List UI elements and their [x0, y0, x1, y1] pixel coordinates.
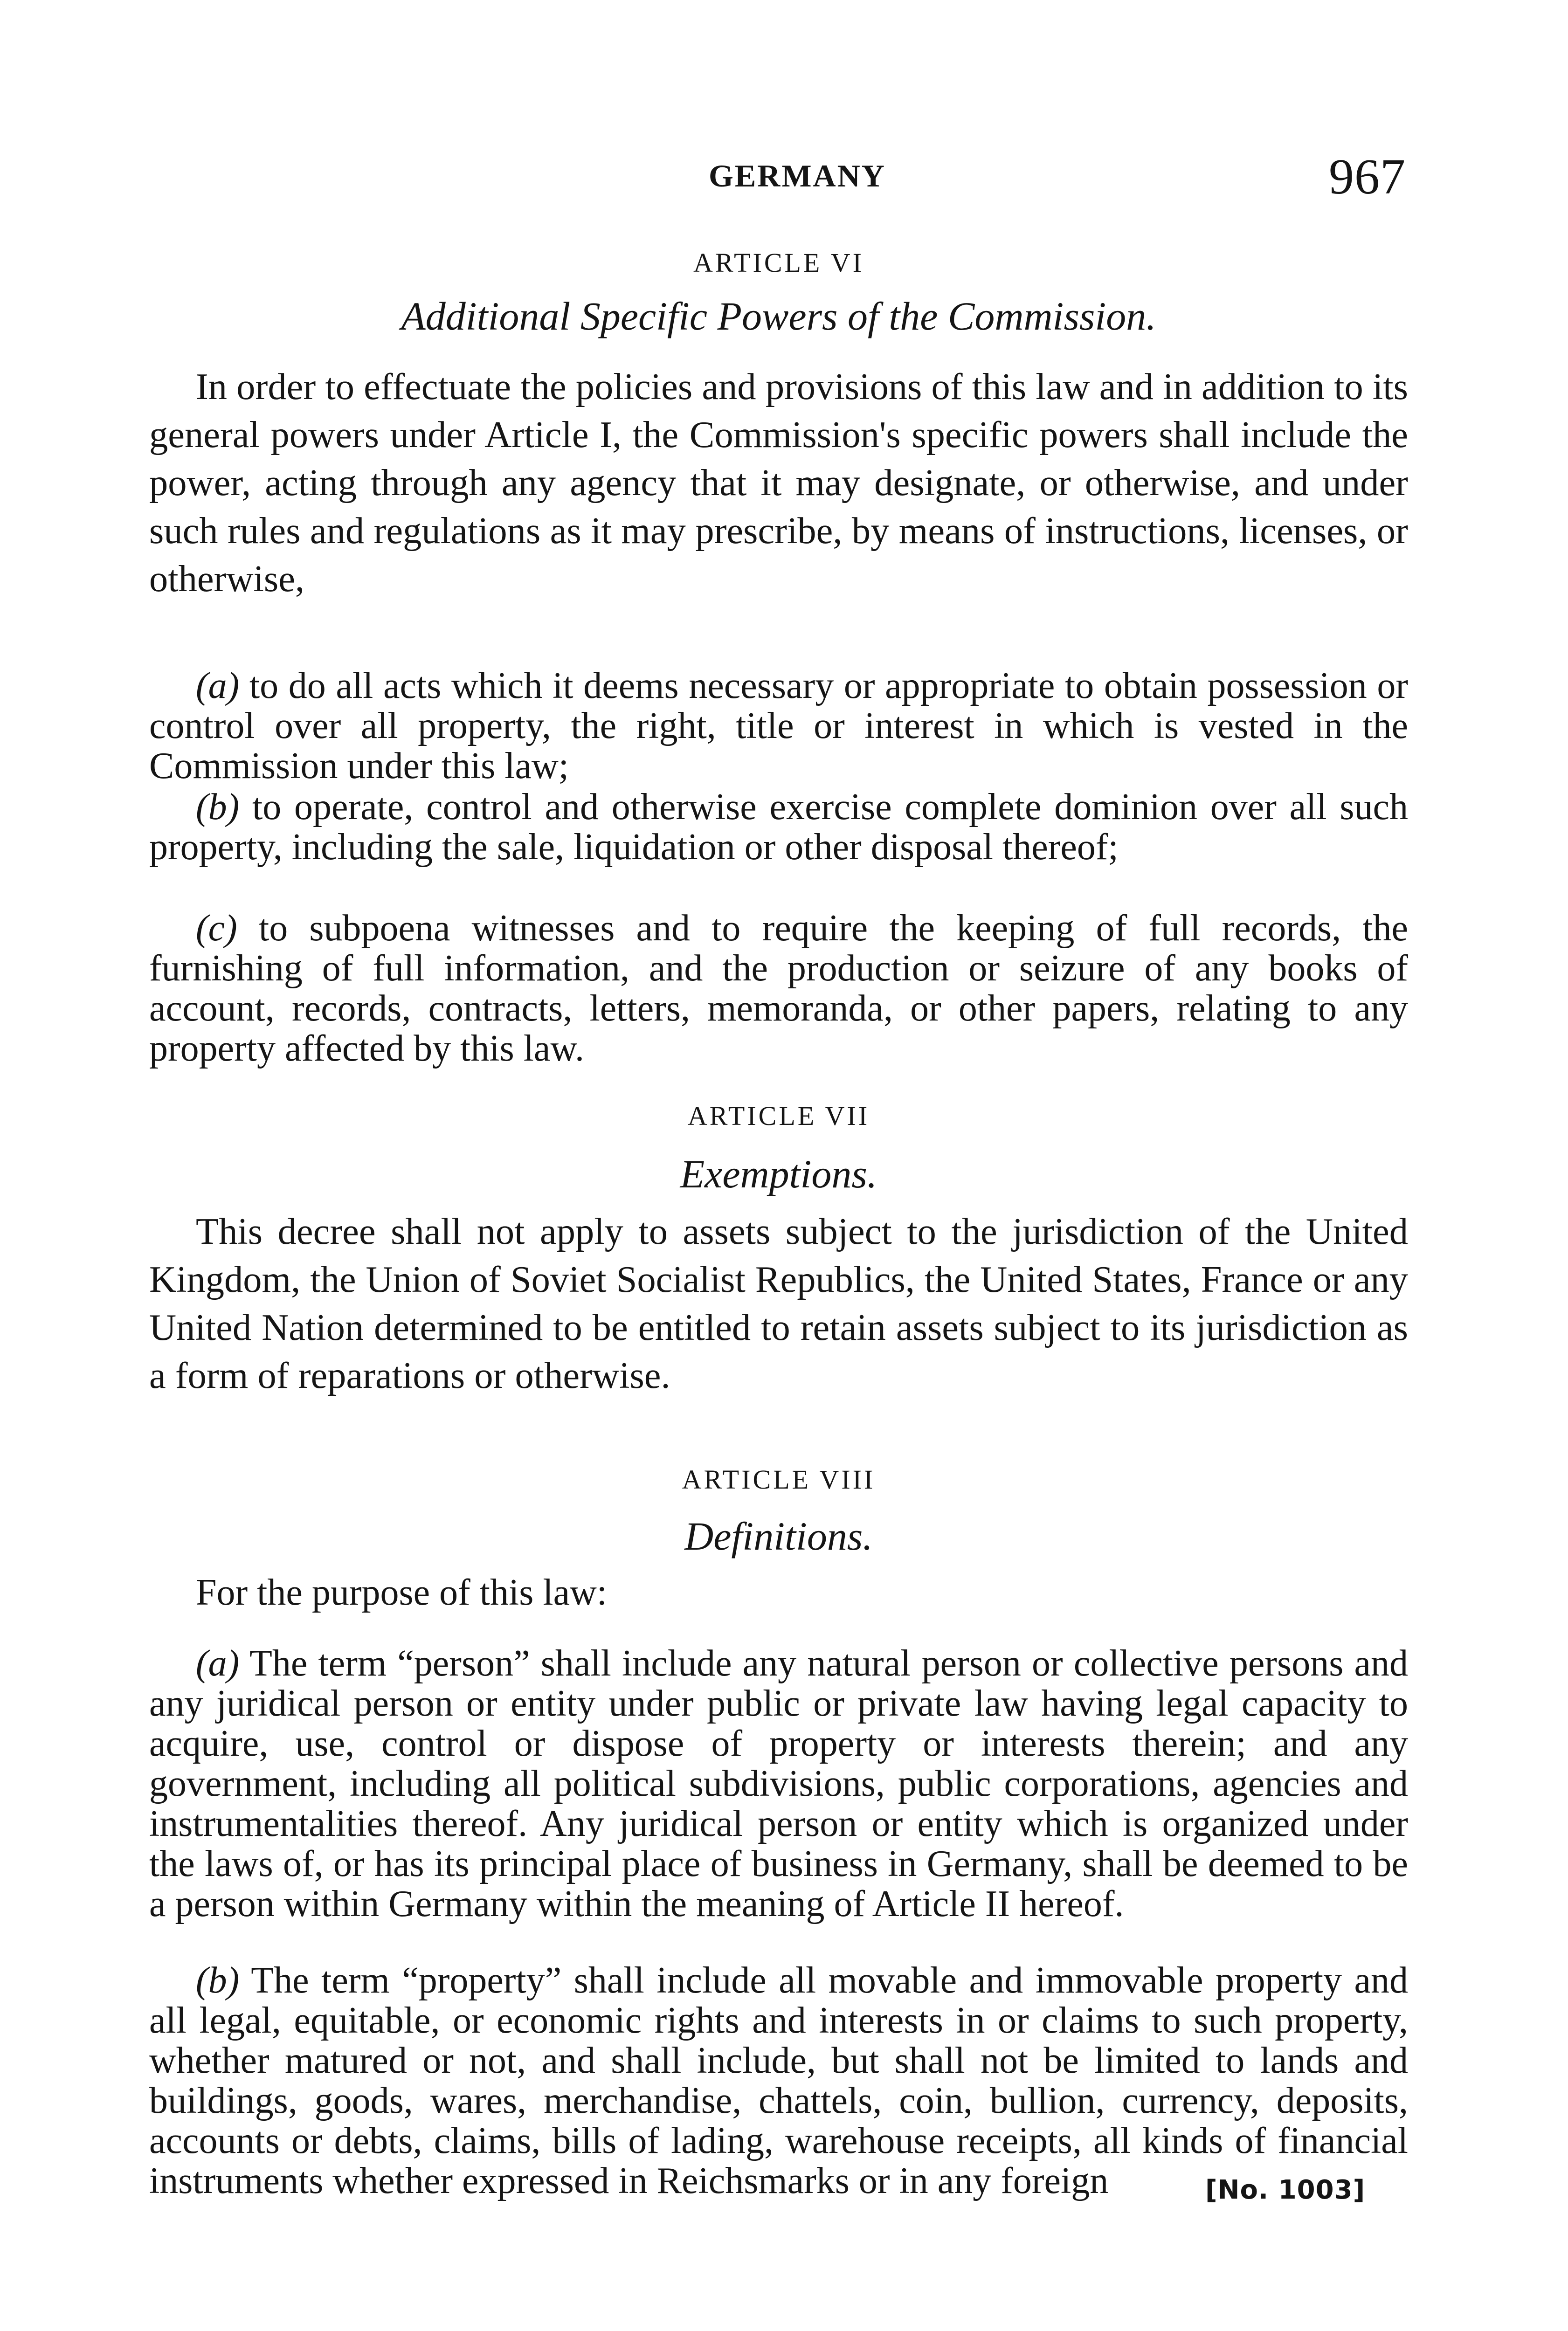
article-viii-title: Definitions. [684, 1514, 873, 1559]
document-reference: [No. 1003] [1205, 2175, 1366, 2205]
clause-text: The term “property” shall include all movable and immovable property and all legal, equitable, or economic rights and interests in or claims to such property, whether matured or not, and shall include, but shall not be limited to lands and buildings, goods, wares, merchandise, chattels, coin, bullion, currency, deposits, accounts or debts, claims, bills of lading, warehouse receipts, all kinds of financial instruments whether expressed in Reichsmarks or in any foreign [149, 1960, 1408, 2201]
clause-label: (c) [196, 908, 237, 949]
article-vi-clause-c [149, 908, 1408, 1069]
article-vii-text: This decree shall not apply to assets subject to the jurisdiction of the United Kingdom, the Union of Soviet Socialist Republics, the United States, France or any United Nation determined to be entitled to retain assets subject to its jurisdiction as a form of reparations or otherwise. [149, 1211, 1408, 1396]
article-viii-intro: For the purpose of this law: [196, 1572, 608, 1613]
clause-text: to do all acts which it deems necessary or appropriate to obtain possession or control over all property, the right, title or interest in which is vested in the Commission under this law; [149, 665, 1408, 786]
clause-label: (b) [196, 1960, 240, 2001]
article-vii-heading: ARTICLE VII [687, 1101, 870, 1131]
article-vi-intro: In order to effectuate the policies and provisions of this law and in addition to its general powers under Article I, the Commission's specific powers shall include the power, acting through any agency that it may designate, or otherwise, and under such rules and regulations as it may prescribe, by means of instructions, licenses, or otherwise, [149, 366, 1408, 600]
clause-text: to operate, control and otherwise exercise complete dominion over all such property, including the sale, liquidation or other disposal thereof; [149, 786, 1408, 868]
running-title: GERMANY [709, 158, 886, 193]
clause-label: (b) [196, 786, 240, 828]
clause-text: to subpoena witnesses and to require the keeping of full records, the furnishing of full information, and the production or seizure of any books of account, records, contracts, letters, memoranda, or other papers, relating to any property affected by this law. [149, 908, 1408, 1069]
article-vi-clause-b [149, 787, 1408, 867]
clause-label: (a) [196, 1643, 240, 1684]
article-viii-clause-b [149, 1960, 1408, 2201]
article-viii-clause-a [149, 1643, 1408, 1924]
clause-label: (a) [196, 665, 240, 706]
article-vi-title: Additional Specific Powers of the Commission. [401, 294, 1156, 338]
article-viii-heading: ARTICLE VIII [682, 1464, 876, 1495]
article-vi-heading: ARTICLE VI [693, 248, 864, 278]
running-header [0, 148, 1568, 205]
article-vi-clause-a [149, 666, 1408, 786]
clause-text: The term “person” shall include any natural person or collective persons and any juridical person or entity under public or private law having legal capacity to acquire, use, control or dispose of property or interests therein; and any government, including all political subdivisions, public corporations, agencies and instrumentalities thereof. Any juridical person or entity which is organized under the laws of, or has its principal place of business in Germany, shall be deemed to be a person within Germany within the meaning of Article II hereof. [149, 1643, 1408, 1924]
page-number: 967 [1329, 149, 1406, 205]
article-vii-title: Exemptions. [680, 1152, 877, 1196]
